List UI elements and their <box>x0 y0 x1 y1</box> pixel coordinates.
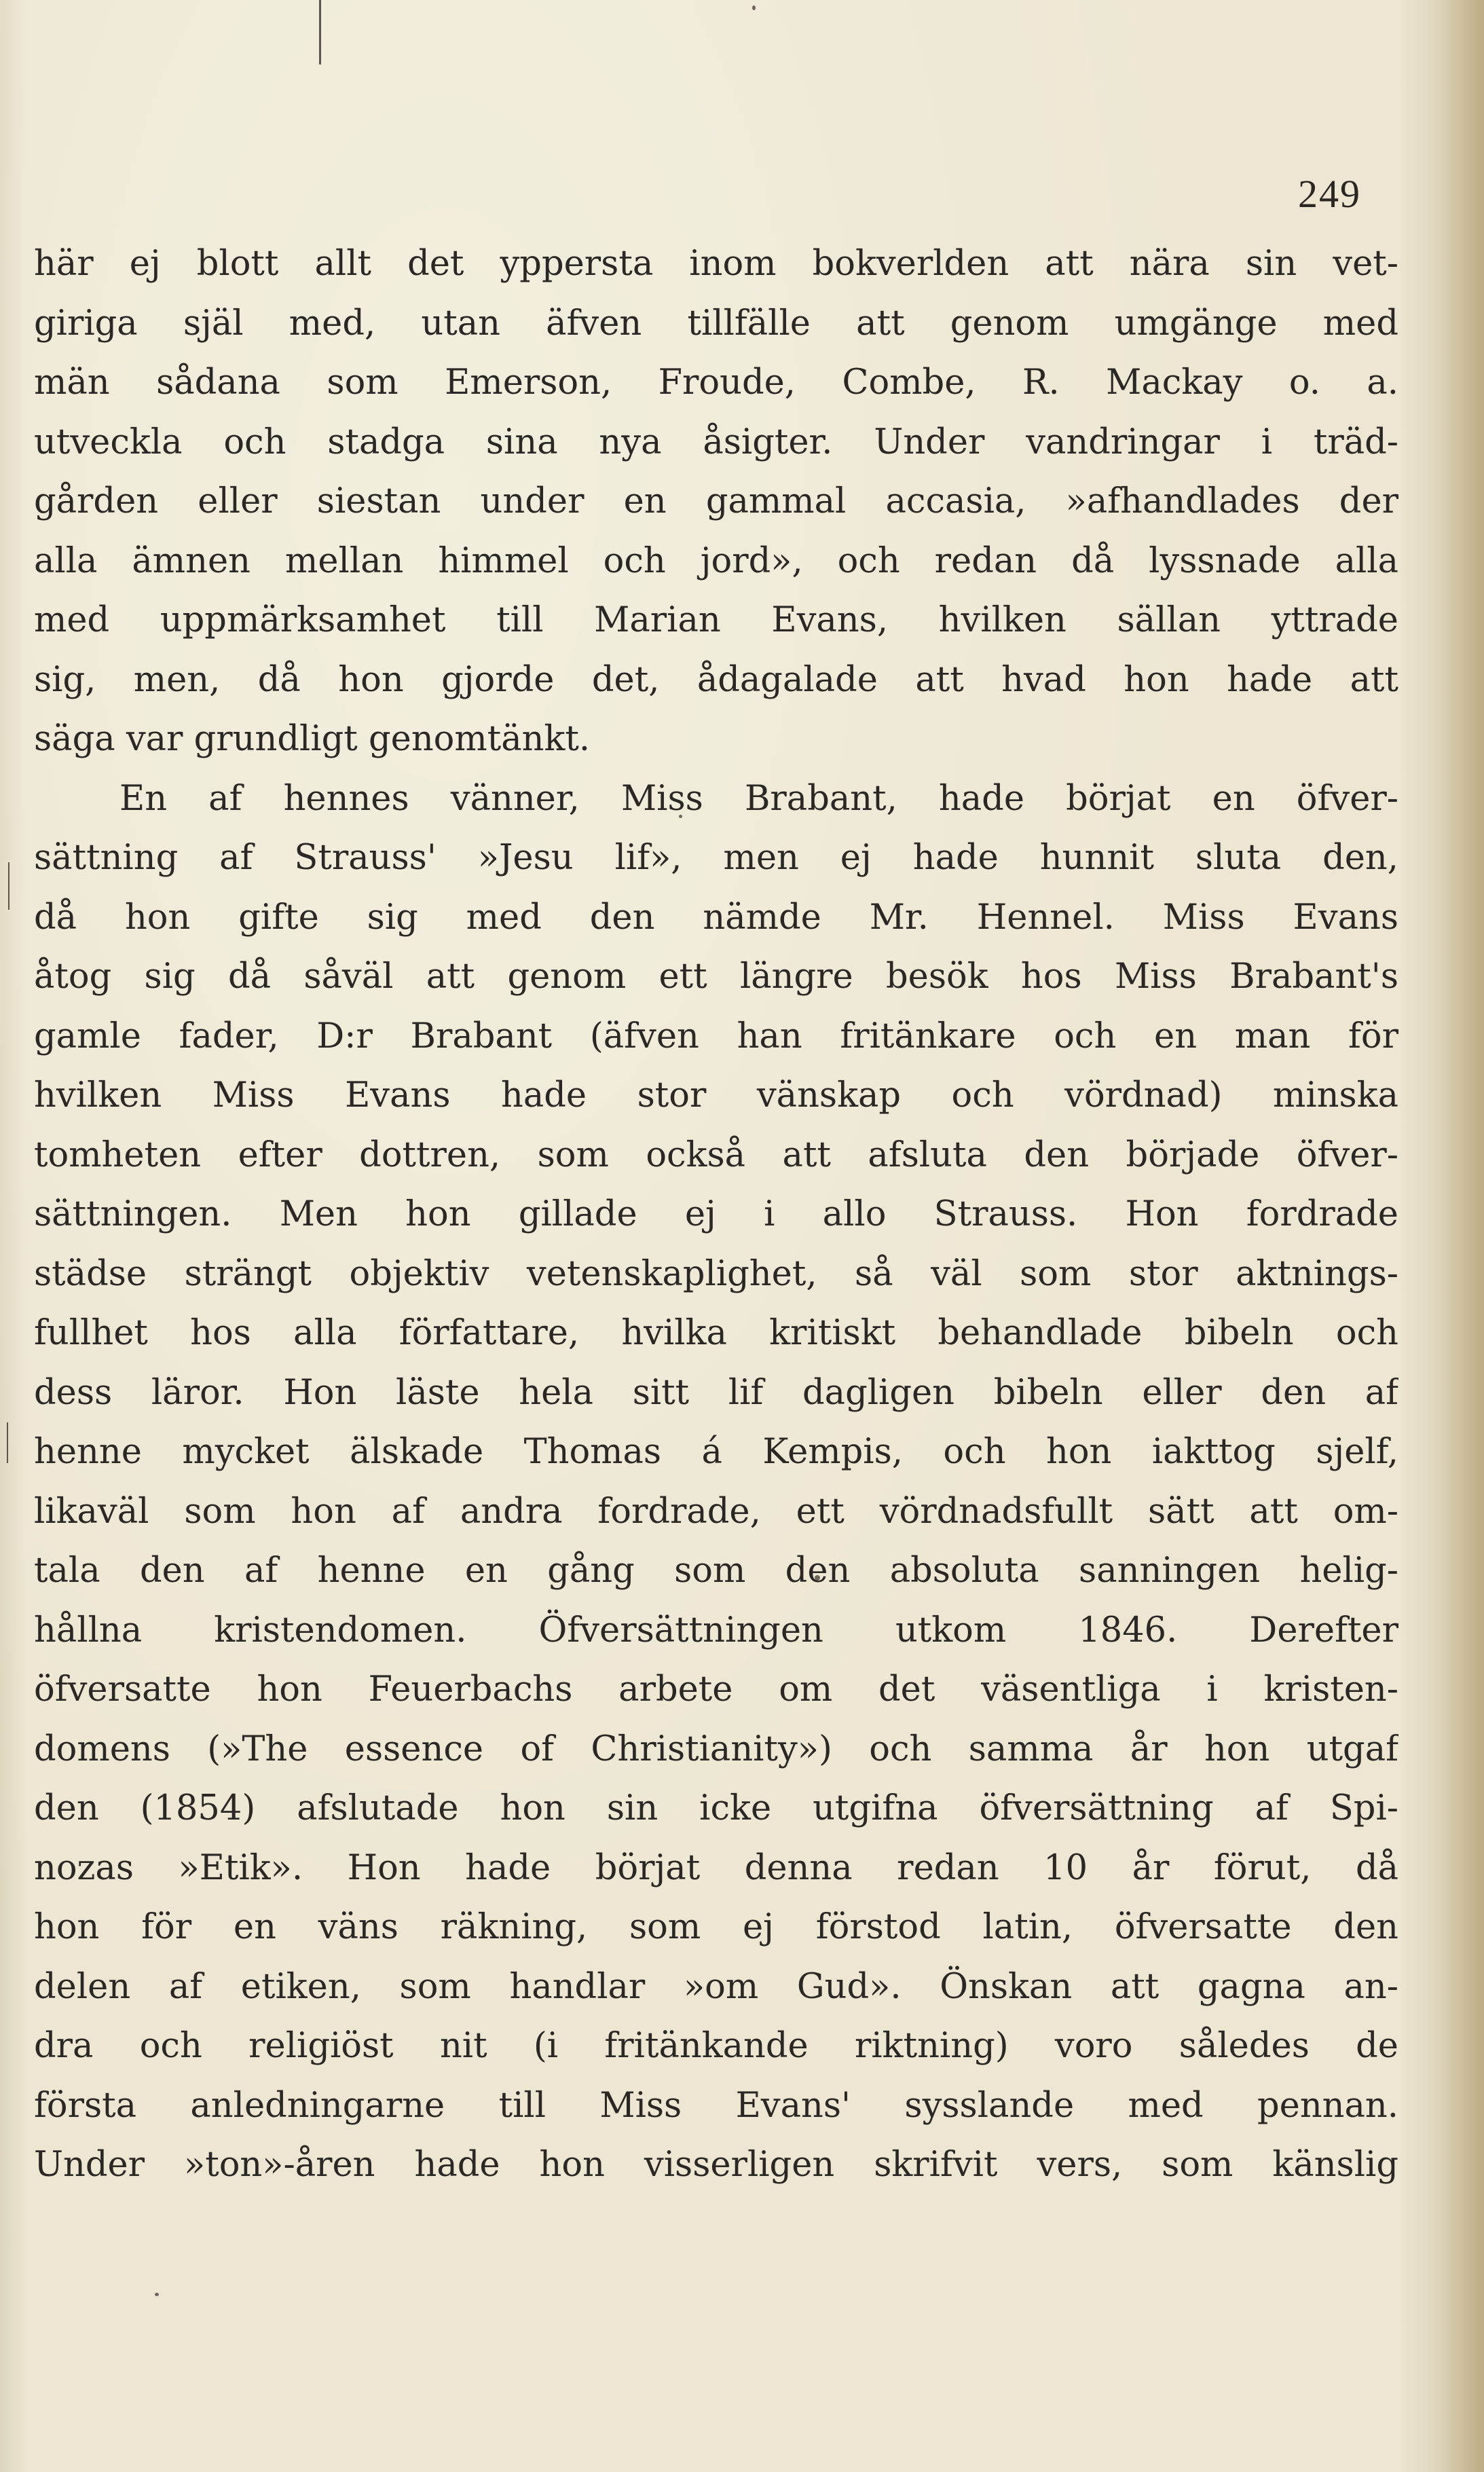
margin-mark <box>319 0 321 64</box>
text-line: städse strängt objektiv vetenskaplighet, så väl som stor aktnings- <box>34 1253 1398 1294</box>
text-line: åtog sig då såväl att genom ett längre besök hos Miss Brabant's <box>34 957 1398 997</box>
text-line: då hon gifte sig med den nämde Mr. Hennel. Miss Evans <box>34 897 1398 938</box>
text-line: första anledningarne till Miss Evans' sysslande med pennan. <box>34 2085 1398 2126</box>
text-line: Under »ton»-åren hade hon visserligen skrifvit vers, som känslig <box>34 2145 1398 2185</box>
page-edge-shadow <box>1436 0 1484 2472</box>
text-line: delen af etiken, som handlar »om Gud». Önskan att gagna an- <box>34 1966 1398 2007</box>
text-line: fullhet hos alla författare, hvilka kritiskt behandlade bibeln och <box>34 1313 1398 1353</box>
text-line: sättning af Strauss' »Jesu lif», men ej hade hunnit sluta den, <box>34 838 1398 878</box>
text-line: gården eller siestan under en gammal accasia, »afhandlades der <box>34 481 1398 521</box>
text-line: nozas »Etik». Hon hade börjat denna redan 10 år förut, då <box>34 1847 1398 1888</box>
body-text <box>34 234 1398 2195</box>
text-line: med uppmärksamhet till Marian Evans, hvilken sällan yttrade <box>34 600 1398 640</box>
text-line: sättningen. Men hon gillade ej i allo Strauss. Hon fordrade <box>34 1194 1398 1234</box>
text-line: domens (»The essence of Christianity») och samma år hon utgaf <box>34 1729 1398 1769</box>
text-line: män sådana som Emerson, Froude, Combe, R. Mackay o. a. <box>34 363 1398 403</box>
text-line: hållna kristendomen. Öfversättningen utkom 1846. Derefter <box>34 1610 1398 1650</box>
paper-speck <box>155 2293 159 2296</box>
margin-mark <box>7 1422 8 1463</box>
text-line: öfversatte hon Feuerbachs arbete om det väsentliga i kristen- <box>34 1669 1398 1710</box>
text-line: den (1854) afslutade hon sin icke utgifna öfversättning af Spi- <box>34 1788 1398 1828</box>
text-line: En af hennes vänner, Miss Brabant, hade börjat en öfver- <box>119 778 1398 819</box>
text-line: giriga själ med, utan äfven tillfälle att genom umgänge med <box>34 303 1398 344</box>
margin-mark <box>8 862 10 910</box>
text-line: likaväl som hon af andra fordrade, ett vördnadsfullt sätt att om- <box>34 1491 1398 1532</box>
text-line: utveckla och stadga sina nya åsigter. Under vandringar i träd- <box>34 422 1398 462</box>
text-line: sig, men, då hon gjorde det, ådagalade att hvad hon hade att <box>34 659 1398 700</box>
text-line: säga var grundligt genomtänkt. <box>34 719 591 759</box>
page-number: 249 <box>1298 172 1361 216</box>
paper-speck <box>752 5 756 10</box>
text-line: tomheten efter dottren, som också att afsluta den började öfver- <box>34 1134 1398 1175</box>
text-line: alla ämnen mellan himmel och jord», och redan då lyssnade alla <box>34 540 1398 581</box>
text-line: tala den af henne en gång som den absoluta sanningen helig- <box>34 1551 1398 1591</box>
text-line: dra och religiöst nit (i fritänkande riktning) voro således de <box>34 2026 1398 2066</box>
text-line: gamle fader, D:r Brabant (äfven han fritänkare och en man för <box>34 1016 1398 1056</box>
text-line: här ej blott allt det yppersta inom bokverlden att nära sin vet- <box>34 244 1398 284</box>
text-line: hvilken Miss Evans hade stor vänskap och vördnad) minska <box>34 1075 1398 1115</box>
text-line: dess läror. Hon läste hela sitt lif dagligen bibeln eller den af <box>34 1372 1398 1413</box>
text-line: henne mycket älskade Thomas á Kempis, och hon iakttog sjelf, <box>34 1432 1398 1472</box>
text-line: hon för en väns räkning, som ej förstod latin, öfversatte den <box>34 1907 1398 1947</box>
